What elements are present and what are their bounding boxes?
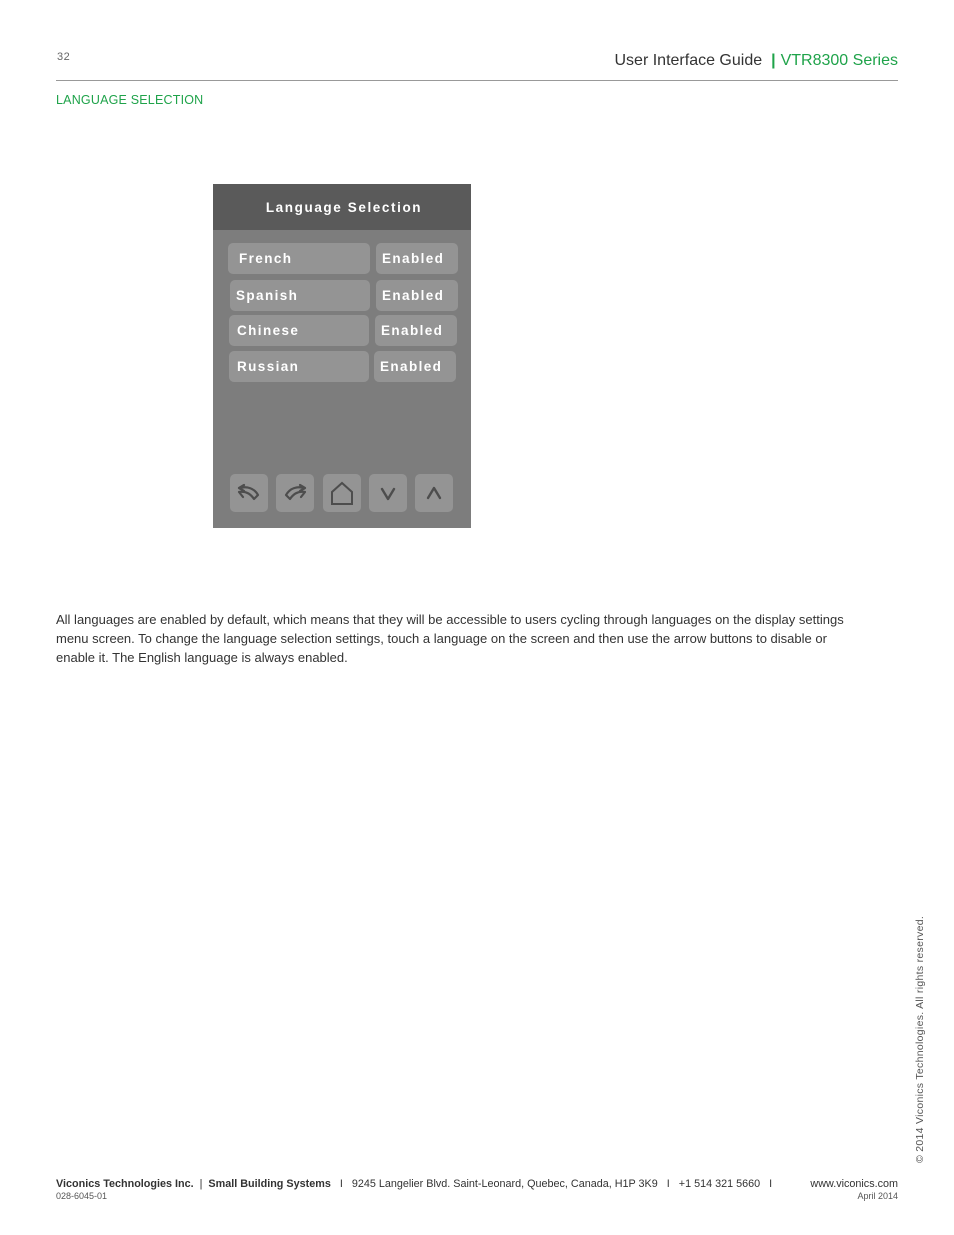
footer-company: Viconics Technologies Inc. xyxy=(56,1178,194,1190)
section-label: LANGUAGE SELECTION xyxy=(56,93,204,107)
footer-separator: | xyxy=(199,1178,203,1190)
footer-separator: I xyxy=(666,1178,670,1190)
chevron-up-icon xyxy=(422,481,446,505)
language-button-french[interactable]: French xyxy=(228,243,370,274)
body-paragraph: All languages are enabled by default, which means that they will be accessible to users cycling through languages on the display settings menu screen. To change the language selection settings, touch a language on the screen and then use the arrow buttons to disable or enable it. The English language is always enabled. xyxy=(56,612,844,665)
footer-website-link[interactable]: www.viconics.com xyxy=(810,1178,898,1190)
copyright-notice: © 2014 Viconics Technologies. All rights reserved. xyxy=(914,915,926,1163)
footer-division: Small Building Systems xyxy=(208,1178,331,1190)
footer-date: April 2014 xyxy=(857,1191,898,1201)
up-button[interactable] xyxy=(415,474,453,512)
header-title xyxy=(615,52,899,70)
language-row-spanish xyxy=(213,280,471,312)
thermostat-screen xyxy=(213,184,471,528)
state-button-russian[interactable]: Enabled xyxy=(374,351,456,382)
screen-header xyxy=(213,184,471,230)
footer-phone: +1 514 321 5660 xyxy=(678,1178,761,1190)
header-rule xyxy=(56,80,898,81)
page-number: 32 xyxy=(57,51,71,63)
series-name: VTR8300 Series xyxy=(780,52,898,69)
home-button[interactable] xyxy=(323,474,361,512)
language-row-russian xyxy=(213,351,471,383)
language-button-russian[interactable]: Russian xyxy=(229,351,369,382)
state-button-chinese[interactable]: Enabled xyxy=(375,315,457,346)
back-arrow-icon xyxy=(235,481,263,505)
guide-title: User Interface Guide xyxy=(614,52,763,69)
state-button-french[interactable]: Enabled xyxy=(376,243,458,274)
language-row-chinese xyxy=(213,315,471,347)
footer-separator: I xyxy=(769,1178,773,1190)
language-row-french xyxy=(213,243,471,275)
footer-info xyxy=(56,1178,781,1190)
down-button[interactable] xyxy=(369,474,407,512)
footer-separator: I xyxy=(339,1178,343,1190)
footer-address: 9245 Langelier Blvd. Saint-Leonard, Quebec, Canada, H1P 3K9 xyxy=(351,1178,658,1190)
forward-button[interactable] xyxy=(276,474,314,512)
state-button-spanish[interactable]: Enabled xyxy=(376,280,458,311)
header-separator: | xyxy=(771,52,776,69)
language-button-chinese[interactable]: Chinese xyxy=(229,315,369,346)
footer-doc-number: 028-6045-01 xyxy=(56,1191,108,1201)
language-button-spanish[interactable]: Spanish xyxy=(230,280,370,311)
back-button[interactable] xyxy=(230,474,268,512)
screen-title: Language Selection xyxy=(265,199,423,215)
forward-arrow-icon xyxy=(281,481,309,505)
chevron-down-icon xyxy=(376,481,400,505)
home-icon xyxy=(328,479,356,507)
